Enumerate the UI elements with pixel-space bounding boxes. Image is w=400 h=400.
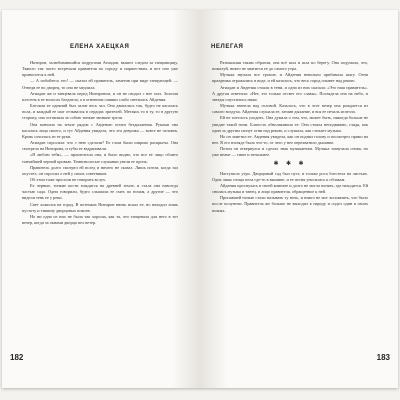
running-head-author: ЕЛЕНА ХАЕЦКАЯ <box>70 44 130 50</box>
page-number-right: 183 <box>376 353 390 362</box>
paragraph: Атиадан и Авдения стояли в тени, и одна из них сказала: «Это наш правитель». А другая ответила: «Нет, это только отсвет его славы». Поглядела она на небо, и звезды опустились ниже. <box>212 84 368 102</box>
paragraph: Размышляя таким образом, она всё шла и шла по берегу. Она подумала, что, пожалуй, никто не хватится ее до самого утра. <box>212 60 368 72</box>
paragraph: Наступило утро. Дворцовый сад был пуст, и только роса блестела на листьях. Одна лишь птица пела где-то в вышине, и ее песня уносилась к облакам. <box>212 170 368 182</box>
section-break: ✱ ✱ ✱ <box>273 160 307 167</box>
paragraph: Нитирон, залюбовавшийся подругами Атиадан, вышел следом за танцовщицу. Тяжело так часто встречали правителя по городу и пиршествам, и вот оно уже приносится к ней. <box>22 60 178 78</box>
paragraph: Блеском ее одеяний был залит весь зал. Она двигалась так, будто не касалась пола, и каждый ее шаг отзывался в сердцах зрителей. Метаясь то в ту, то в другую сторону, она оставляла за собою тонкие звонкие трели. <box>22 103 178 121</box>
paragraph: Пропавшей ночью стали называть ту ночь, и никто не мог вспомнить, что было после полуночи. Правитель же больше не выходил к народу и сидел один в своих покоях. <box>212 195 368 213</box>
running-head-title: НЕЛЕГАЯ <box>211 44 244 50</box>
paragraph: Атиадан же и танцевала перед Нитироном, и он не сводил с нее глаз. Золотая плесень в ее волосах бледнела, а в огненном сиянии слабо светилась Айдения. <box>22 90 178 102</box>
paragraph: — А побойтесь его! — сказал ей правитель, заметив при виде танцующей: — Отведи ее во дворец, то она не медлила. <box>22 78 178 90</box>
left-page-text <box>22 60 178 226</box>
paragraph: Но ни одна из них не была так хороша, как та, что танцевала для него в тот вечер, когда за окнами дворца пел ветер. <box>22 213 178 226</box>
paragraph: Музыка звенела над головой. Казалось, что в этот вечер она рождается из самого воздуха. Айдения слушала ее, затаив дыхание, и вся ее печаль исчезла. <box>212 103 368 115</box>
book-spread <box>2 10 398 388</box>
right-page-text <box>212 60 368 214</box>
right-page <box>200 10 398 388</box>
paragraph: Ей не хотелось уходить. Она думала о том, что, может быть, никогда больше не увидит такой ночи. Благость обволакивала ее. Она стояла неподвижно, глядя, как один за другим гаснут огни над рекою, и слушала, как стихает музыка. <box>212 115 368 133</box>
paragraph: Об этом тоже просили не говорить вслух. <box>30 176 107 182</box>
paragraph: «Я люблю тебя», — прошептала она, и было видно, что все ее лицо облито тончайшей черной кровью. Темноволосые служанки увели ее прочь. <box>22 152 178 164</box>
paragraph: Ее черные, тонкие кости зиждятся на древней земле, и стала она навсегда частью сада. Одни говорили, будто слышали ее смех по ночам, а другие — что видели тень ее у реки. <box>22 183 178 201</box>
paragraph: Потом он отвернулся и сделал знак музыкантам. Музыка зазвучала снова, но уже иначе — тише и печальнее. <box>212 146 368 158</box>
paragraph: Она кончила на земле рядом с Авденою почти бездыханная. Руками она касалась лица своего, и тут Айдения увидела, что эта девушка — вовсе не человек. Кровь сочилась из ее руки. <box>22 121 178 139</box>
paragraph: Айдения проснулась в своей комнате и долго не могла понять, где находится. Ей снилась музыка и танец, и лицо правителя, обращенное к ней. <box>212 182 368 195</box>
left-page <box>2 10 200 388</box>
paragraph: Свет ложился на город. В потемках Нитирон вновь искал ее, но находил лишь пустоту и тишину дворцовых покоев. <box>22 201 178 213</box>
paragraph: Правитель долго смотрел ей вслед и ничего не сказал. Лишь потом, когда зал опустел, он спросил о ней у своих советников. <box>22 164 178 176</box>
paragraph: Атиадан спросила: что с нею сделали? Ее глаза были широко раскрыты. Она смотрела на Нитирона, и губы ее вздрагивали. <box>22 140 178 152</box>
page-number-left: 182 <box>10 353 24 362</box>
paragraph: Но он заметил ее. Авдения увидела, как он поднял голову и посмотрел прямо на нее. В его взгляде было что-то, от чего у нее перехватило дыхание. <box>212 133 368 146</box>
paragraph: Музыка звучала все громче, и Айдения невольно прибавила шагу. Огни праздника отражались в воде, и ей казалось, что весь город плывет над рекою. <box>212 72 368 84</box>
